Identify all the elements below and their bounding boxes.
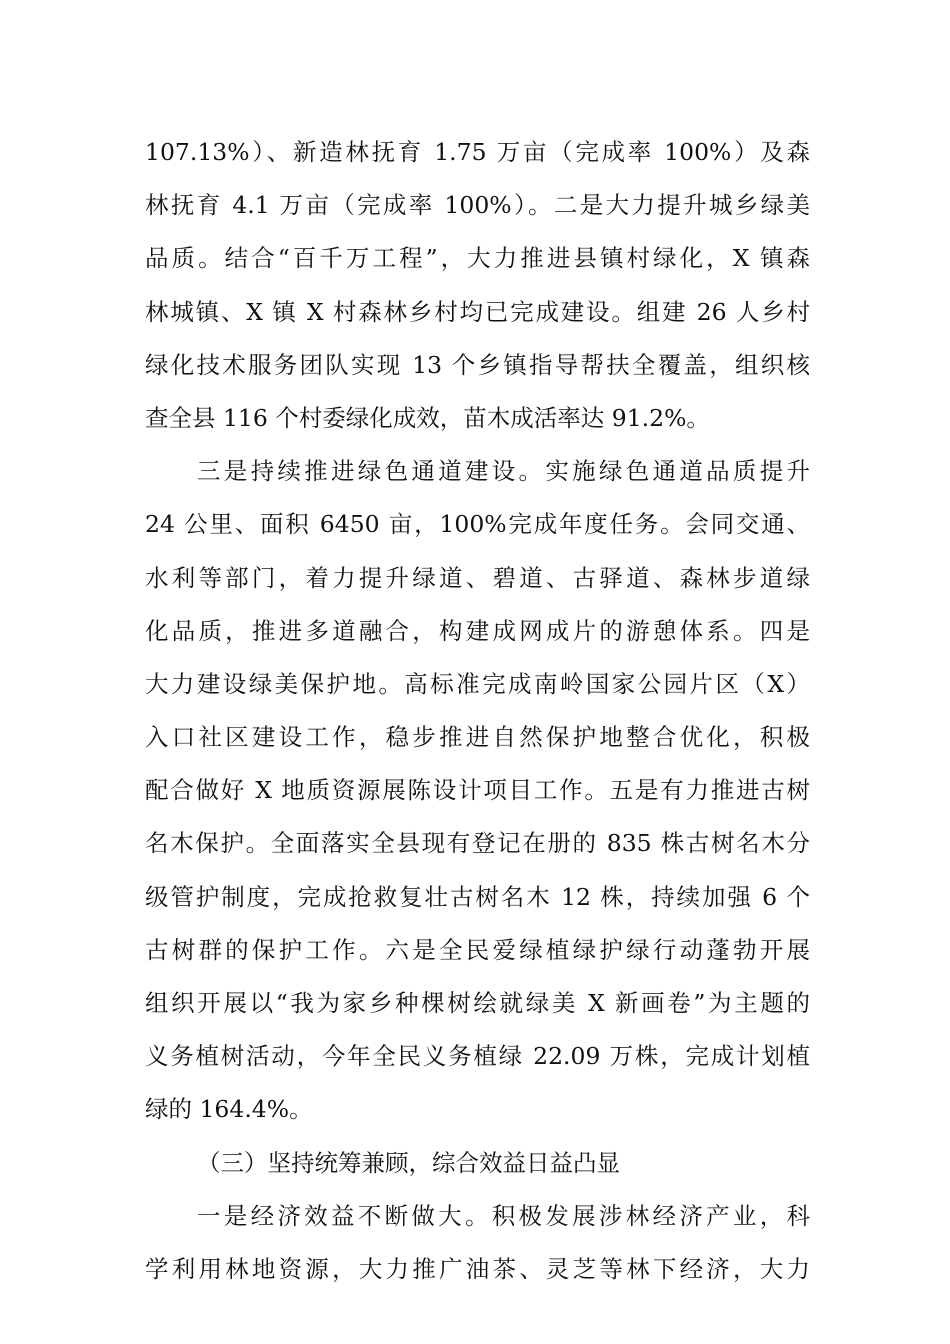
text-line: 107.13%）、新造林抚育 1.75 万亩（完成率 100%）及森 bbox=[145, 138, 810, 166]
text-line: 级管护制度，完成抢救复壮古树名木 12 株，持续加强 6 个 bbox=[145, 882, 810, 911]
text-line: 一是经济效益不断做大。积极发展涉林经济产业，科 bbox=[197, 1201, 810, 1230]
text-line: 名木保护。全面落实全县现有登记在册的 835 株古树名木分 bbox=[145, 829, 810, 858]
text-line: 化品质，推进多道融合，构建成网成片的游憩体系。四是 bbox=[145, 616, 810, 645]
text-line: 三是持续推进绿色通道建设。实施绿色通道品质提升 bbox=[197, 457, 810, 486]
text-line: 学利用林地资源，大力推广油茶、灵芝等林下经济，大力 bbox=[145, 1254, 810, 1283]
text-line: 水利等部门，着力提升绿道、碧道、古驿道、森林步道绿 bbox=[145, 563, 810, 592]
text-line: 林城镇、X 镇 X 村森林乡村均已完成建设。组建 26 人乡村 bbox=[145, 297, 810, 326]
text-line: 大力建设绿美保护地。高标准完成南岭国家公园片区（X） bbox=[145, 669, 810, 698]
text-line: 绿化技术服务团队实现 13 个乡镇指导帮扶全覆盖，组织核 bbox=[145, 350, 810, 379]
text-line: 古树群的保护工作。六是全民爱绿植绿护绿行动蓬勃开展 bbox=[145, 935, 810, 964]
section-heading: （三）坚持统筹兼顾，综合效益日益凸显 bbox=[197, 1148, 620, 1177]
text-line: 品质。结合“百千万工程”，大力推进县镇村绿化，X 镇森 bbox=[145, 244, 810, 273]
text-line: 义务植树活动，今年全民义务植绿 22.09 万株，完成计划植 bbox=[145, 1042, 810, 1071]
body-text bbox=[145, 126, 810, 1296]
text-line: 入口社区建设工作，稳步推进自然保护地整合优化，积极 bbox=[145, 723, 810, 752]
text-line: 查全县 116 个村委绿化成效，苗木成活率达 91.2%。 bbox=[145, 403, 710, 432]
text-line: 组织开展以“我为家乡种棵树绘就绿美 X 新画卷”为主题的 bbox=[145, 989, 810, 1017]
text-line: 绿的 164.4%。 bbox=[145, 1095, 313, 1124]
text-line: 林抚育 4.1 万亩（完成率 100%）。二是大力提升城乡绿美 bbox=[145, 191, 810, 220]
text-line: 24 公里、面积 6450 亩，100%完成年度任务。会同交通、 bbox=[145, 510, 810, 539]
text-line: 配合做好 X 地质资源展陈设计项目工作。五是有力推进古树 bbox=[145, 776, 810, 805]
